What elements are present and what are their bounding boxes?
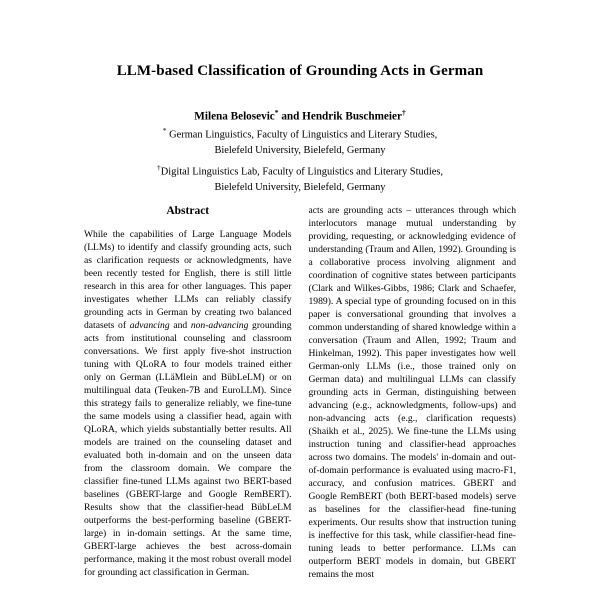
affiliation-1-line-2: Bielefeld University, Bielefeld, Germany — [214, 144, 386, 156]
abstract-italic-non-advancing: non-advancing — [190, 319, 249, 331]
two-column-body — [84, 205, 516, 600]
abstract-heading: Abstract — [166, 205, 210, 217]
author-second-marker: † — [401, 107, 406, 117]
author-list — [84, 82, 516, 125]
affiliation-2-text: Digital Linguistics Lab, Faculty of Linguistics and Literary Studies, — [160, 166, 443, 178]
abstract-part-3: grounding acts from institutional counseling and classroom conversations. We first apply five-shot instruction tuning with QLoRA to four models trained either only on German (LLäMlein and BübLeLM) or on multilingual data (Teuken-7B and EuroLLM). Since this strategy fails to generalize reliably, we fine-tune the same models using a classifier head, again with QLoRA, which yields substantially better results. All models are trained on the counseling dataset and evaluated both in-domain and on the unseen data from the classroom domain. We compare the classifier fine-tuned LLMs against two BERT-based baselines (GBERT-large and Google RemBERT). Results show that the classifier-head BübLeLM outperforms the best-performing baseline (GBERT-large) in in-domain settings. At the same time, GBERT-large achieves the best across-domain performance, making it the most robust overall model for grounding act classification in German. — [84, 319, 292, 578]
affiliation-1-text: German Linguistics, Faculty of Linguistics and Literary Studies, — [169, 129, 438, 141]
affiliations — [84, 124, 516, 195]
affiliation-1-marker: * — [162, 126, 167, 136]
author-conjunction: and — [281, 110, 300, 123]
introduction-text: acts are grounding acts – utterances through which interlocutors manage mutual understanding by providing, requesting, or acknowledging evidence of understanding (Traum and Allen, 1992). Grounding is a collaborative process involving alignment and coordination of cognitive states between participants (Clark and Wilkes-Gibbs, 1986; Clark and Schaefer, 1989). A special type of grounding focused on in this paper is conversational grounding that involves a common understanding of shared knowledge within a conversation (Traum and Allen, 1992; Traum and Hinkelman, 1992). This paper investigates how well German-only LLMs (i.e., those trained only on German data) and multilingual LLMs can classify grounding acts in German, distinguishing between advancing (e.g., acknowledgments, follow-ups) and non-advancing acts (e.g., clarification requests) (Shaikh et al., 2025). We fine-tune the LLMs using instruction tuning and classifier-head approaches across two domains. The models' in-domain and out-of-domain performance is evaluated using macro-F1, accuracy, and confusion matrices. GBERT and Google RemBERT (both BERT-based models) serve as baselines for the classifier-head fine-tuning experiments. Our results show that instruction tuning is ineffective for this task, while classifier-head fine-tuning leads to better performance. LLMs can outperform BERT models in domain, but GBERT remains the most — [308, 205, 516, 580]
abstract-column — [84, 205, 292, 600]
affiliation-2-marker: † — [157, 163, 161, 173]
author-second-name: Hendrik Buschmeier — [302, 110, 402, 123]
abstract-italic-advancing: advancing — [129, 319, 170, 331]
page-title: LLM-based Classification of Grounding Acts in German — [116, 63, 484, 79]
affiliation-1-line-1 — [84, 126, 516, 143]
author-first-name: Milena Belosevic — [194, 110, 275, 123]
abstract-text — [84, 229, 292, 580]
abstract-part-2: and — [169, 319, 191, 331]
abstract-part-1: While the capabilities of Large Language Models (LLMs) to identify and classify grounding acts, such as clarification requests or acknowledgments, have been recently tested for English, there is still little research in this area for other languages. This paper investigates whether LLMs can reliably classify grounding acts in German by creating two balanced datasets of — [84, 229, 292, 331]
affiliation-2-line-2: Bielefeld University, Bielefeld, Germany — [214, 181, 386, 193]
affiliation-2-line-1 — [84, 163, 516, 180]
author-first-marker: * — [274, 107, 279, 117]
introduction-column — [309, 205, 517, 600]
